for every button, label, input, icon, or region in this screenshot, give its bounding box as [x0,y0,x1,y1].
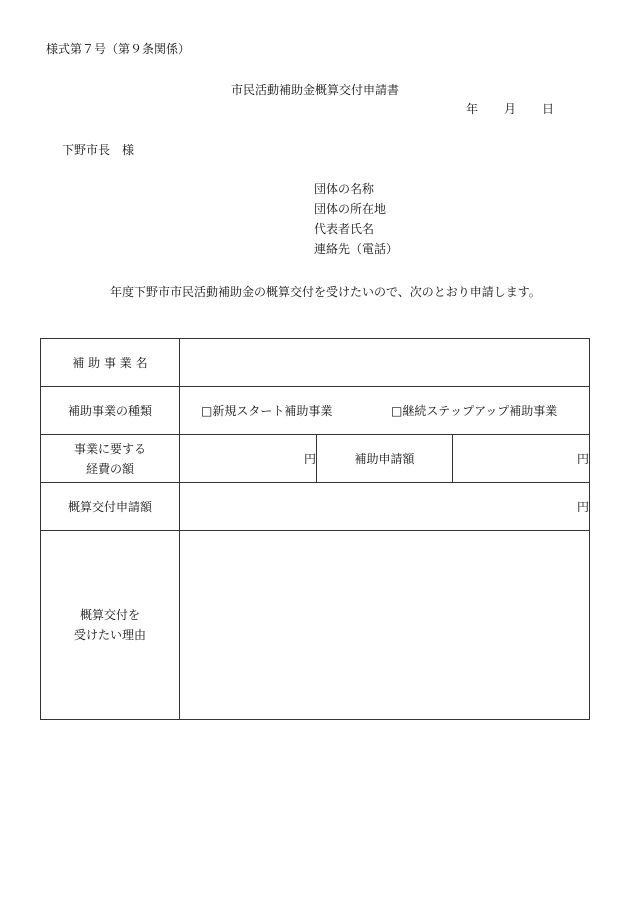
cost-label-line2: 経費の額 [85,461,134,476]
continue-stepup-checkbox[interactable]: □継続ステップアップ補助事業 [391,403,558,418]
addressee: 下野市長 様 [62,143,135,157]
subsidy-request-label: 補助申請額 [317,435,453,483]
project-name-label: 補 助 事 業 名 [41,339,180,387]
contact-label: 連絡先（電話） [314,242,399,256]
subsidy-request-field[interactable]: 円 [453,435,590,483]
applicant-info [314,182,398,262]
representative-label: 代表者氏名 [314,222,375,236]
group-address-label: 団体の所在地 [314,202,387,216]
project-name-row [41,339,590,387]
cost-row [41,435,590,483]
group-name-label: 団体の名称 [314,182,375,196]
date-month: 月 [504,102,517,116]
intro-text: 年度下野市市民活動補助金の概算交付を受けたいので、次のとおり申請します。 [110,285,541,299]
date-year: 年 [466,102,479,116]
project-type-label: 補助事業の種類 [41,387,180,435]
reason-label-line1: 概算交付を [79,608,140,622]
advance-amount-field[interactable]: 円 [180,483,590,531]
reason-row [41,531,590,720]
reason-field[interactable] [180,531,590,720]
project-type-row [41,387,590,435]
reason-label-line2: 受けたい理由 [73,628,146,642]
project-type-options [180,387,590,435]
cost-label-line1: 事業に要する [73,441,146,456]
advance-label: 概算交付申請額 [41,483,180,531]
application-table [40,338,590,720]
date-day: 日 [542,102,555,116]
document-title: 市民活動補助金概算交付申請書 [230,83,399,97]
advance-row [41,483,590,531]
reason-label [41,531,180,720]
form-number: 様式第７号（第９条関係） [46,42,191,56]
project-name-field[interactable] [180,339,590,387]
date-line [466,102,554,116]
cost-amount-field[interactable]: 円 [180,435,317,483]
new-start-checkbox[interactable]: □新規スタート補助事業 [201,403,333,418]
cost-label [41,435,180,483]
